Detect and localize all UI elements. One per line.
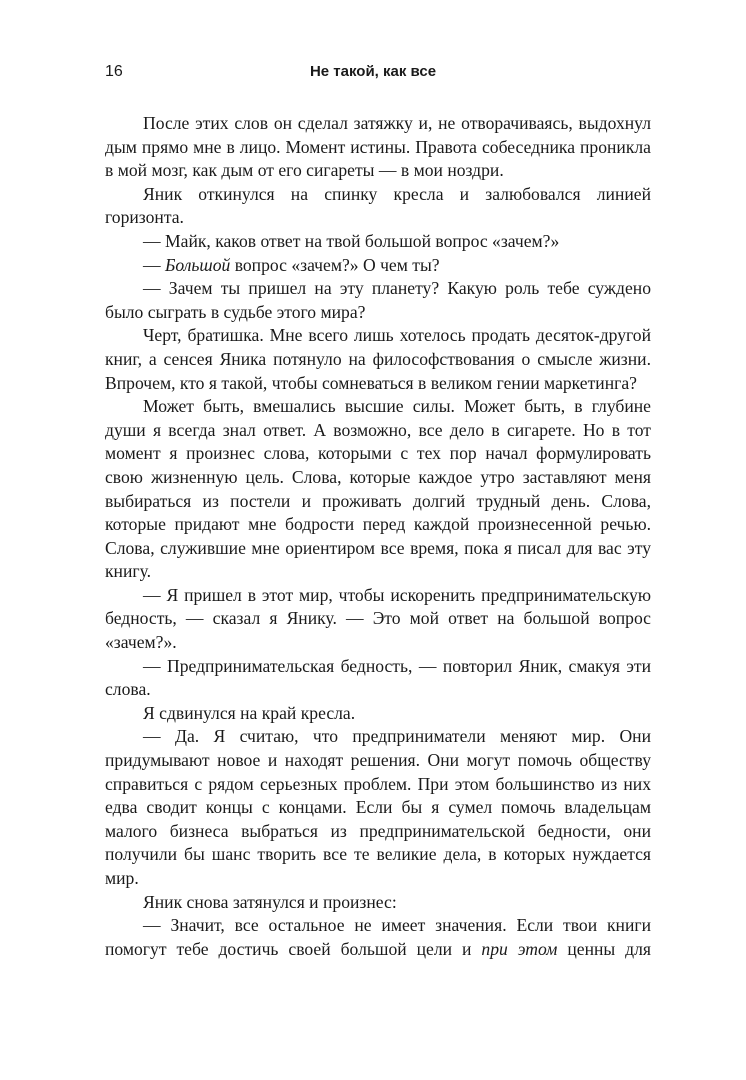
body-text: [105, 112, 651, 961]
paragraph: — Большой вопрос «зачем?» О чем ты?: [143, 254, 440, 275]
paragraph: — Я пришел в этот мир, чтобы искоренить предпринимательскую бедность, — сказал я Янику. — Это мой ответ на большой вопрос «зачем?».: [105, 584, 651, 653]
paragraph: — Да. Я считаю, что предприниматели меняют мир. Они придумывают новое и находят решения. Они могут помочь обществу справиться с рядом серьезных проблем. При этом большинство из них едва сводит концы с концами. Если бы я сумел помочь владельцам малого бизнеса выбраться из предпринимательской бедности, они получили бы шанс творить все те великие дела, в которых нуждается мир.: [105, 726, 651, 888]
page-number: 16: [105, 63, 123, 80]
paragraph: Я сдвинулся на край кресла.: [143, 702, 356, 723]
paragraph: Может быть, вмешались высшие силы. Может быть, в глубине души я всегда знал ответ. А возможно, все дело в сигарете. Но в тот момент я произнес слова, которыми с тех пор начал формулировать свою жизненную цель. Слова, которые каждое утро заставляют меня выбираться из постели и проживать долгий трудный день. Слова, которые придают мне бодрости перед каждой произнесенной речью. Слова, служившие мне ориентиром все время, пока я писал для вас эту книгу.: [105, 396, 651, 582]
running-title: Не такой, как все: [309, 63, 437, 80]
paragraph: — Предпринимательская бедность, — повторил Яник, смакуя эти слова.: [105, 655, 651, 700]
paragraph: — Зачем ты пришел на эту планету? Какую роль тебе суждено было сыграть в судьбе этого мира?: [105, 278, 651, 322]
paragraph: После этих слов он сделал затяжку и, не отворачиваясь, выдохнул дым прямо мне в лицо. Момент истины. Правота собеседника проникла в мой мозг, как дым от его сигареты — в мои ноздри.: [105, 113, 651, 181]
paragraph: Яник откинулся на спинку кресла и залюбовался линией горизонта.: [105, 183, 651, 228]
paragraph: — Значит, все остальное не имеет значения. Если твои книги помогут тебе достичь своей большой цели и при этом ценны для: [105, 915, 652, 959]
paragraph: — Майк, каков ответ на твой большой вопрос «зачем?»: [143, 230, 560, 251]
paragraph: Черт, братишка. Мне всего лишь хотелось продать десяток-другой книг, а сенсея Яника потянуло на философствования о смысле жизни. Впрочем, кто я такой, чтобы сомневаться в великом гении маркетинга?: [105, 325, 651, 393]
paragraph: Яник снова затянулся и произнес:: [143, 891, 397, 912]
page-header: [0, 63, 746, 87]
